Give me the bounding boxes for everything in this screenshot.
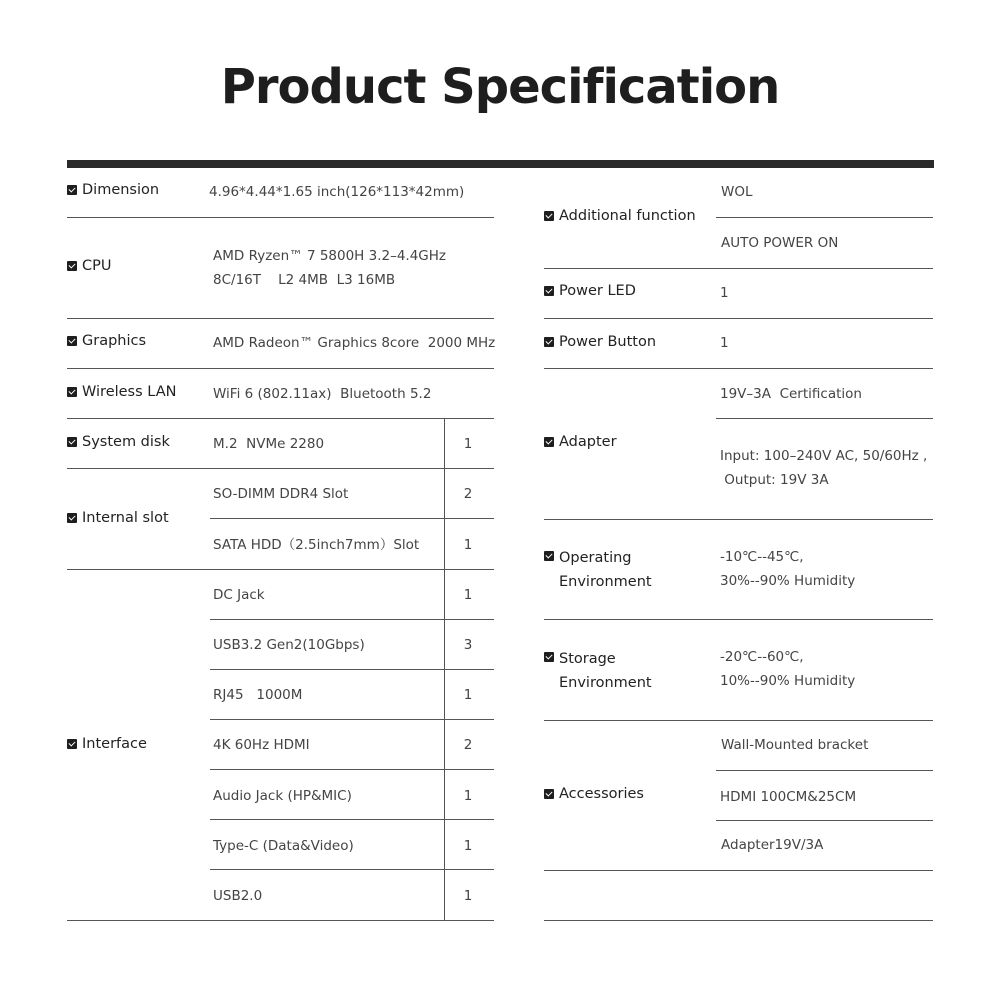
adapter-certification: 19V–3A Certification xyxy=(720,386,862,402)
graphics-label xyxy=(67,333,146,349)
divider xyxy=(544,870,933,871)
checkbox-icon xyxy=(544,211,554,221)
divider xyxy=(210,869,494,870)
divider xyxy=(67,569,494,570)
divider xyxy=(67,217,494,218)
divider xyxy=(544,368,933,369)
divider xyxy=(544,268,933,269)
interface-item: USB2.0 xyxy=(213,888,263,904)
checkbox-icon xyxy=(544,551,554,561)
accessory-item: Adapter19V/3A xyxy=(721,837,824,853)
label-text xyxy=(559,647,652,695)
graphics-value: AMD Radeon™ Graphics 8core 2000 MHz xyxy=(213,335,496,351)
label-text: Wireless LAN xyxy=(82,384,177,400)
interface-item: USB3.2 Gen2(10Gbps) xyxy=(213,637,365,653)
label-line: Environment xyxy=(559,675,652,691)
divider xyxy=(544,519,933,520)
checkbox-icon xyxy=(544,286,554,296)
interface-qty: 1 xyxy=(463,838,473,854)
accessory-item: HDMI 100CM&25CM xyxy=(720,789,857,805)
qty-column-divider xyxy=(444,418,445,920)
divider xyxy=(716,418,933,419)
checkbox-icon xyxy=(67,437,77,447)
cpu-value-line-2: 8C/16T L2 4MB L3 16MB xyxy=(213,272,396,288)
adapter-output: Output: 19V 3A xyxy=(720,472,829,488)
page-title: Product Specification xyxy=(220,59,780,115)
divider xyxy=(544,920,933,921)
divider xyxy=(67,418,494,419)
label-text: Graphics xyxy=(82,333,147,349)
storage-environment-label xyxy=(544,647,652,695)
checkbox-icon xyxy=(67,387,77,397)
wireless-value: WiFi 6 (802.11ax) Bluetooth 5.2 xyxy=(213,386,432,402)
checkbox-icon xyxy=(544,337,554,347)
divider xyxy=(544,619,933,620)
divider xyxy=(544,318,933,319)
checkbox-icon xyxy=(67,739,77,749)
checkbox-icon xyxy=(544,437,554,447)
internal-slot-item: SATA HDD（2.5inch7mm）Slot xyxy=(213,537,420,553)
system-disk-value: M.2 NVMe 2280 xyxy=(213,436,325,452)
dimension-label xyxy=(67,182,159,198)
interface-label xyxy=(67,736,147,752)
system-disk-qty: 1 xyxy=(463,436,473,452)
additional-function-value: WOL xyxy=(721,184,753,200)
internal-slot-qty: 2 xyxy=(463,486,473,502)
label-text: Power LED xyxy=(559,283,636,299)
label-text: Additional function xyxy=(559,208,696,224)
dimension-value: 4.96*4.44*1.65 inch(126*113*42mm) xyxy=(209,184,465,200)
label-text: Power Button xyxy=(559,334,657,350)
operating-temperature: -10℃--45℃, xyxy=(720,549,804,565)
storage-temperature: -20℃--60℃, xyxy=(720,649,804,665)
divider xyxy=(716,820,933,821)
checkbox-icon xyxy=(67,185,77,195)
internal-slot-label xyxy=(67,510,169,526)
label-text: Interface xyxy=(82,736,147,752)
label-text: CPU xyxy=(82,258,112,274)
internal-slot-qty: 1 xyxy=(463,537,473,553)
label-text xyxy=(559,546,652,594)
divider xyxy=(67,468,494,469)
label-text: Accessories xyxy=(559,786,644,802)
header-bar xyxy=(67,160,934,168)
label-line: Operating xyxy=(559,550,632,566)
interface-item: RJ45 1000M xyxy=(213,687,303,703)
checkbox-icon xyxy=(544,652,554,662)
power-button-label xyxy=(544,334,656,350)
divider xyxy=(210,669,494,670)
interface-qty: 1 xyxy=(463,888,473,904)
power-led-value: 1 xyxy=(720,285,729,301)
adapter-label xyxy=(544,434,617,450)
interface-item: Type-C (Data&Video) xyxy=(213,838,354,854)
divider xyxy=(716,770,933,771)
divider xyxy=(210,619,494,620)
accessory-item: Wall-Mounted bracket xyxy=(721,737,869,753)
interface-qty: 1 xyxy=(463,587,473,603)
interface-qty: 1 xyxy=(463,687,473,703)
interface-item: DC Jack xyxy=(213,587,265,603)
divider xyxy=(210,518,494,519)
label-text: Internal slot xyxy=(82,510,169,526)
divider xyxy=(210,819,494,820)
cpu-label xyxy=(67,258,111,274)
interface-qty: 1 xyxy=(463,788,473,804)
divider xyxy=(210,719,494,720)
cpu-value-line-1: AMD Ryzen™ 7 5800H 3.2–4.4GHz xyxy=(213,248,447,264)
label-line: Environment xyxy=(559,574,652,590)
power-button-value: 1 xyxy=(720,335,729,351)
accessories-label xyxy=(544,786,644,802)
adapter-input: Input: 100–240V AC, 50/60Hz , xyxy=(720,448,928,464)
divider xyxy=(716,217,933,218)
internal-slot-item: SO-DIMM DDR4 Slot xyxy=(213,486,349,502)
additional-function-label xyxy=(544,208,696,224)
label-text: System disk xyxy=(82,434,170,450)
divider xyxy=(67,318,494,319)
additional-function-value: AUTO POWER ON xyxy=(721,235,839,251)
interface-qty: 3 xyxy=(463,637,473,653)
label-text: Dimension xyxy=(82,182,160,198)
divider xyxy=(67,920,494,921)
wireless-label xyxy=(67,384,176,400)
checkbox-icon xyxy=(67,261,77,271)
checkbox-icon xyxy=(67,336,77,346)
operating-environment-label xyxy=(544,546,652,594)
storage-humidity: 10%--90% Humidity xyxy=(720,673,856,689)
divider xyxy=(544,720,933,721)
power-led-label xyxy=(544,283,636,299)
checkbox-icon xyxy=(67,513,77,523)
label-line: Storage xyxy=(559,651,616,667)
interface-qty: 2 xyxy=(463,737,473,753)
interface-item: 4K 60Hz HDMI xyxy=(213,737,310,753)
label-text: Adapter xyxy=(559,434,617,450)
divider xyxy=(67,368,494,369)
checkbox-icon xyxy=(544,789,554,799)
system-disk-label xyxy=(67,434,170,450)
interface-item: Audio Jack (HP&MIC) xyxy=(213,788,352,804)
operating-humidity: 30%--90% Humidity xyxy=(720,573,856,589)
divider xyxy=(210,769,494,770)
